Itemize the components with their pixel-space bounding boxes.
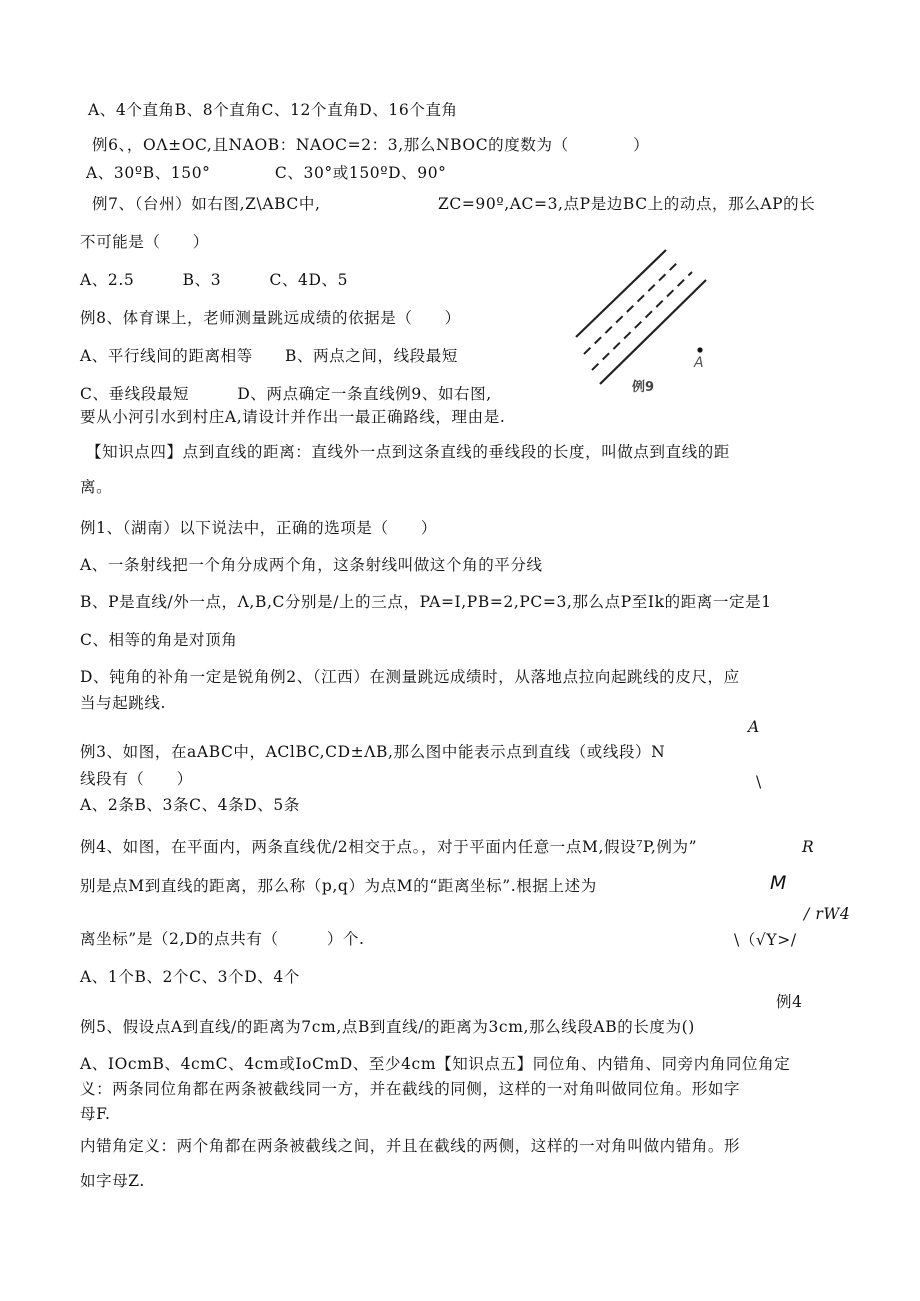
text-line-7: A、2.5 B、3 C、4D、5 (80, 271, 349, 289)
text-line-10: C、垂线段最短 D、两点确定一条直线例9、如右图, (80, 385, 492, 403)
river-dashed-line (584, 260, 680, 354)
text-line-24: 别是点M到直线的距离，那么称（p,q）为点M的“距离坐标”.根据上述为 (80, 877, 597, 895)
fig4-label-r: R (802, 838, 815, 856)
river-bank-line (576, 250, 666, 337)
fig3-label-a: A (748, 718, 760, 736)
text-line-32: 如字母Z. (80, 1172, 145, 1190)
text-line-9: A、平行线间的距离相等 B、两点之间，线段最短 (80, 347, 458, 365)
text-line-30: 母F. (80, 1105, 111, 1123)
text-line-3: A、30ºB、150° C、30°或150ºD、90° (86, 164, 447, 182)
text-line-6: 不可能是（ ） (80, 233, 209, 251)
village-label: A (694, 355, 704, 371)
text-line-18: D、钝角的补角一定是锐角例2、（江西）在测量跳远成绩时，从落地点拉向起跳线的皮尺，应 (80, 668, 740, 686)
text-line-21: 线段有（ ） (80, 770, 193, 788)
text-line-26: A、1个B、2个C、3个D、4个 (80, 968, 300, 986)
text-line-13: 离。 (80, 478, 113, 496)
text-line-16: B、P是直线/外一点，Λ,B,C分别是/上的三点，PA=I,PB=2,PC=3,那么点P至Ik的距离一定是1 (80, 593, 772, 611)
text-line-11: 要从小河引水到村庄A,请设计并作出一最正确路线，理由是. (80, 408, 506, 426)
text-line-25: 离坐标”是（2,D的点共有（ ）个. (80, 930, 365, 948)
text-line-15: A、一条射线把一个角分成两个角，这条射线叫做这个角的平分线 (80, 556, 543, 574)
text-line-23: 例4、如图，在平面内，两条直线优/2相交于点。，对于平面内任意一点M,假设⁷P,例为” (80, 838, 698, 856)
text-line-4: 例7、（台州）如右图,Z\ABC中, (92, 195, 321, 213)
text-line-27: 例5、假设点A到直线/的距离为7cm,点B到直线/的距离为3cm,那么线段AB的长度为() (80, 1018, 695, 1036)
text-line-28: A、IOcmB、4cmC、4cm或IoCmD、至少4cm【知识点五】同位角、内错角、同旁内角同位角定 (80, 1055, 791, 1073)
fig9-caption: 例9 (632, 380, 655, 395)
fig4-label-m: M (770, 872, 787, 894)
text-line-17: C、相等的角是对顶角 (80, 631, 238, 649)
fig3-backslash: \ (756, 773, 762, 791)
text-line-19: 当与起跳线. (80, 694, 167, 712)
river-bank-line (600, 280, 706, 384)
text-line-2: 例6、，OΛ±OC,且NAOB：NAOC=2：3,那么NBOC的度数为（ ） (92, 136, 650, 154)
text-line-29: 义：两条同位角都在两条被截线同一方，并在截线的同侧，这样的一对角叫做同位角。形如字 (80, 1080, 741, 1098)
river-dashed-line (592, 272, 692, 370)
text-line-22: A、2条B、3条C、4条D、5条 (80, 796, 300, 814)
text-line-1: A、4个直角B、8个直角C、12个直角D、16个直角 (88, 101, 458, 119)
text-line-5: ZC=90º,AC=3,点P是边BC上的动点，那么AP的长 (438, 195, 816, 213)
text-line-20: 例3、如图，在aABC中，AClBC,CD±ΛB,那么图中能表示点到直线（或线段）N (80, 743, 666, 761)
text-line-14: 例1、（湖南）以下说法中，正确的选项是（ ） (80, 519, 437, 537)
text-line-8: 例8、体育课上，老师测量跳远成绩的依据是（ ） (80, 309, 461, 327)
text-line-12: 【知识点四】点到直线的距离：直线外一点到这条直线的垂线段的长度，叫做点到直线的距 (86, 443, 731, 461)
village-point (697, 347, 702, 352)
fig4-caption: 例4 (776, 993, 803, 1011)
fig4-label-w4: / rW4 (804, 905, 851, 923)
fig4-sqrt-mark: \（√Y>/ (734, 931, 797, 949)
text-line-31: 内错角定义：两个角都在两条被截线之间，并且在截线的两侧，这样的一对角叫做内错角。形 (80, 1137, 741, 1155)
